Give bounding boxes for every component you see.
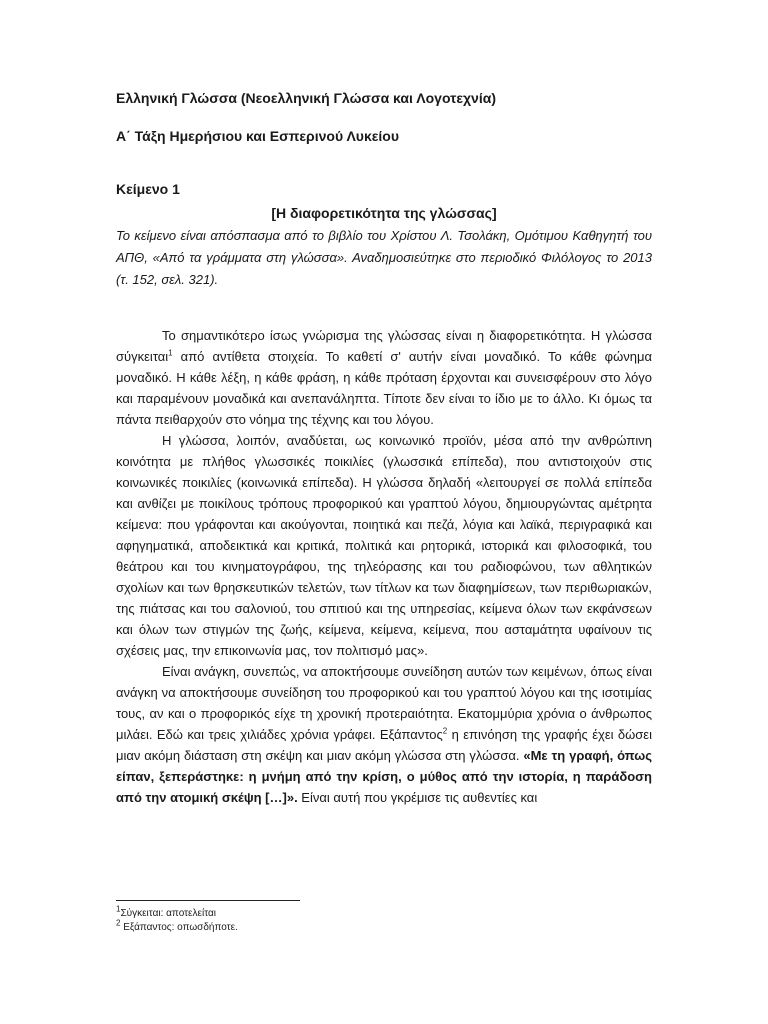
footnote-1: $^1$Σύγκειται: αποτελείται — [116, 904, 217, 919]
text-label: Κείμενο 1 — [116, 181, 180, 197]
body-text — [116, 325, 652, 808]
paragraph-3: Είναι ανάγκη, συνεπώς, να αποκτήσουμε συνείδηση αυτών των κειμένων, όπως είναι ανάγκη να αποκτήσουμε συνείδηση του προφορικού και του γραπτού λόγου και της ισοτιμίας τους, αν και ο προφορικός είχε τη χρονική προτεραιότητα. Εκατομμύρια χρόνια ο άνθρωπος μιλάει. Εδώ και τρεις χιλιάδες χρόνια γράφει. Εξάπαντος$^2$ η επινόηση της γραφής έχει δώσει μιαν ακόμη διάσταση στη σκέψη και μιαν ακόμη γλώσσα στη γλώσσα. «Με τη γραφή, όπως είπαν, ξεπεράστηκε: η μνήμη από την κρίση, ο μύθος από την ιστορία, η παράδοση από την ατομική σκέψη […]». Είναι αυτή που γκρέμισε τις αυθεντίες και — [116, 664, 652, 805]
text-title: [Η διαφορετικότητα της γλώσσας] — [271, 205, 497, 221]
intro-paragraph: Το κείμενο είναι απόσπασμα από το βιβλίο του Χρίστου Λ. Τσολάκη, Ομότιμου Καθηγητή του ΑΠΘ, «Από τα γράμματα στη γλώσσα». Αναδημοσιεύτηκε στο περιοδικό Φιλόλογος το 2013 (τ. 152, σελ. 321). — [116, 228, 652, 287]
footnote-divider — [116, 900, 300, 901]
paragraph-2: Η γλώσσα, λοιπόν, αναδύεται, ως κοινωνικό προϊόν, μέσα από την ανθρώπινη κοινότητα με πλήθος γλωσσικές ποικιλίες (γλωσσικά επίπεδα), που αντιστοιχούν στις κοινωνικές ποικιλίες (κοινωνικά επίπεδα). Η γλώσσα δηλαδή «λειτουργεί σε πολλά επίπεδα και ανθίζει με ποικίλους τρόπους προφορικού και γραπτού λόγου, δημιουργώντας αμέτρητα κείμενα: που γράφονται και ακούγονται, ποιητικά και πεζά, λόγια και λαϊκά, περιγραφικά και αφηγηματικά, αποδεικτικά και κριτικά, πολιτικά και ρητορικά, ιστορικά και φιλοσοφικά, του θεάτρου και του κινηματογράφου, της τηλεόρασης και του ραδιοφώνου, των αθλητικών σχολίων και των θρησκευτικών τελετών, των τίτλων κα των διαφημίσεων, των περιθωριακών, της πιάτσας και του σαλονιού, του σπιτιού και της υπηρεσίας, κείμενα όλων των εκφάνσεων και όλων των στιγμών της ζωής, κείμενα, κείμενα, κείμενα, που ασταμάτητα υφαίνουν τις σχέσεις μας, την επικοινωνία μας, τον πολιτισμό μας». — [116, 433, 652, 658]
subject-heading: Ελληνική Γλώσσα (Νεοελληνική Γλώσσα και Λογοτεχνία) — [116, 90, 497, 106]
paragraph-1: Το σημαντικότερο ίσως γνώρισμα της γλώσσας είναι η διαφορετικότητα. Η γλώσσα σύγκειται$^1$ από αντίθετα στοιχεία. Το καθετί σ' αυτήν είναι μοναδικό. Το κάθε φώνημα μοναδικό. Η κάθε λέξη, η κάθε φράση, η κάθε πρόταση έρχονται και συνεισφέρουν στο λόγο και παραμένουν μοναδικά και ανεπανάληπτα. Τίποτε δεν είναι το ίδιο με το άλλο. Κι όμως τα πάντα πειθαρχούν στο νόημα της τέχνης και του λόγου. — [116, 328, 652, 427]
footnote-ref-2: 2 — [442, 726, 448, 736]
footnote-2: $^2$ Εξάπαντος: οπωσδήποτε. — [116, 918, 238, 933]
bold-quote: «Με τη γραφή, όπως είπαν, ξεπεράστηκε: η μνήμη από την κρίση, ο μύθος από την ιστορία, η παράδοση από την ατομική σκέψη […]». — [116, 748, 652, 805]
footnote-ref-1: 1 — [168, 348, 173, 358]
class-heading: Α΄ Τάξη Ημερήσιου και Εσπερινού Λυκείου — [116, 128, 399, 144]
